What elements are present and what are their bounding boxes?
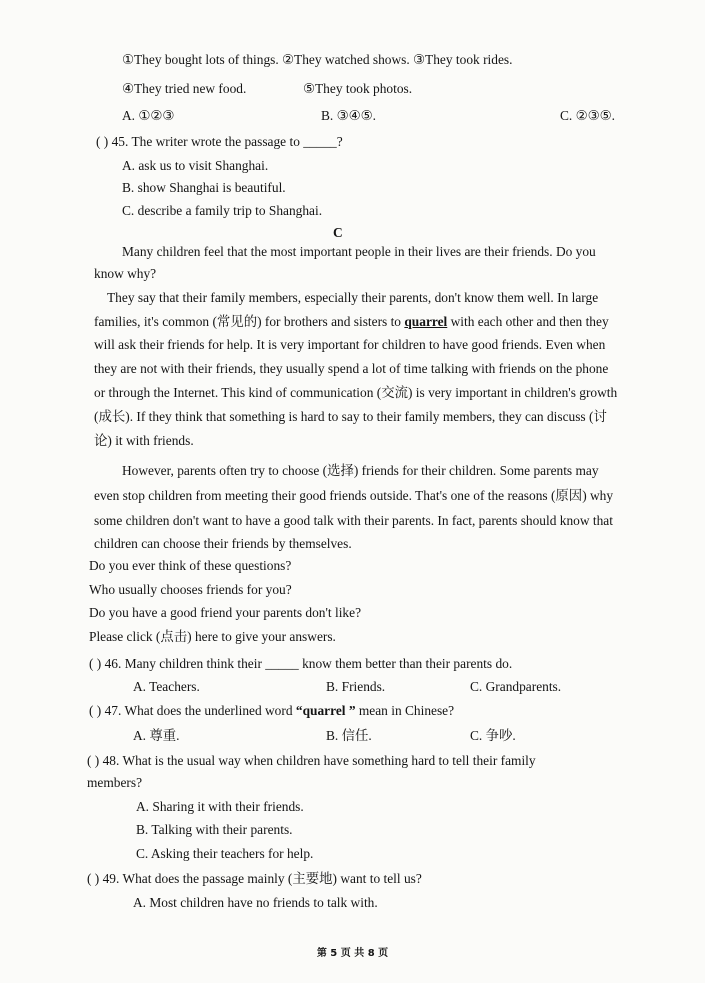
passage-p2-line3: will ask their friends for help. It is very important for children to have good friends. Even when xyxy=(94,337,606,352)
q47-option-a: A. 尊重. xyxy=(133,728,180,743)
passage-p2-line7: 论) it with friends. xyxy=(94,433,194,448)
passage-question-4: Please click (点击) here to give your answers. xyxy=(89,629,336,644)
passage-p3-line4: children can choose their friends by themselves. xyxy=(94,536,352,551)
passage-question-3: Do you have a good friend your parents don't like? xyxy=(89,605,362,620)
q44-statement-5: ⑤They took photos. xyxy=(303,81,413,96)
q49-stem: ( ) 49. What does the passage mainly (主要地) want to tell us? xyxy=(87,871,422,886)
q44-option-b: B. ③④⑤. xyxy=(321,108,376,123)
q47-option-c: C. 争吵. xyxy=(470,728,516,743)
passage-p2-line5: or through the Internet. This kind of communication (交流) is very important in children's growth xyxy=(94,385,618,400)
page-number: 第 5 页 共 8 页 xyxy=(316,948,389,959)
passage-p3-line2: even stop children from meeting their good friends outside. That's one of the reasons (原因) why xyxy=(94,488,614,503)
passage-p1-line2: know why? xyxy=(94,266,157,281)
underlined-word: quarrel xyxy=(404,314,448,329)
q45-stem: ( ) 45. The writer wrote the passage to _____? xyxy=(96,134,343,149)
q47-stem: ( ) 47. What does the underlined word “quarrel ” mean in Chinese? xyxy=(89,703,455,718)
passage-p2-line1: They say that their family members, especially their parents, don't know them well. In large xyxy=(107,290,599,305)
passage-p2-line2: families, it's common (常见的) for brothers and sisters to quarrel with each other and then they xyxy=(94,314,609,329)
q49-option-a: A. Most children have no friends to talk with. xyxy=(133,895,378,910)
passage-p2-line6: (成长). If they think that something is hard to say to their family members, they can discuss (讨 xyxy=(94,409,607,424)
q46-option-c: C. Grandparents. xyxy=(470,679,562,694)
q45-option-c: C. describe a family trip to Shanghai. xyxy=(122,203,323,218)
q44-statements-row1: ①They bought lots of things. ②They watched shows. ③They took rides. xyxy=(122,52,513,67)
passage-p3-line1: However, parents often try to choose (选择) friends for their children. Some parents may xyxy=(122,463,599,478)
q44-statement-4: ④They tried new food. xyxy=(122,81,247,96)
q48-option-c: C. Asking their teachers for help. xyxy=(136,846,314,861)
passage-p1-line1: Many children feel that the most important people in their lives are their friends. Do you xyxy=(122,244,596,259)
q46-option-a: A. Teachers. xyxy=(133,679,200,694)
q45-option-b: B. show Shanghai is beautiful. xyxy=(122,180,286,195)
q48-stem-line1: ( ) 48. What is the usual way when children have something hard to tell their family xyxy=(87,753,536,768)
q48-option-a: A. Sharing it with their friends. xyxy=(136,799,304,814)
q44-option-c: C. ②③⑤. xyxy=(560,108,615,123)
q48-option-b: B. Talking with their parents. xyxy=(136,822,293,837)
q44-option-a: A. ①②③ xyxy=(122,108,175,123)
passage-question-2: Who usually chooses friends for you? xyxy=(89,582,292,597)
q46-stem: ( ) 46. Many children think their _____ know them better than their parents do. xyxy=(89,656,513,671)
q46-option-b: B. Friends. xyxy=(326,679,386,694)
q48-stem-line2: members? xyxy=(87,775,143,790)
passage-p3-line3: some children don't want to have a good talk with their parents. In fact, parents should know that xyxy=(94,513,613,528)
q47-option-b: B. 信任. xyxy=(326,728,372,743)
q45-option-a: A. ask us to visit Shanghai. xyxy=(122,158,269,173)
passage-question-1: Do you ever think of these questions? xyxy=(89,558,292,573)
section-heading: C xyxy=(333,225,343,240)
passage-p2-line4: they are not with their friends, they usually spend a lot of time talking with friends on the phone xyxy=(94,361,609,376)
